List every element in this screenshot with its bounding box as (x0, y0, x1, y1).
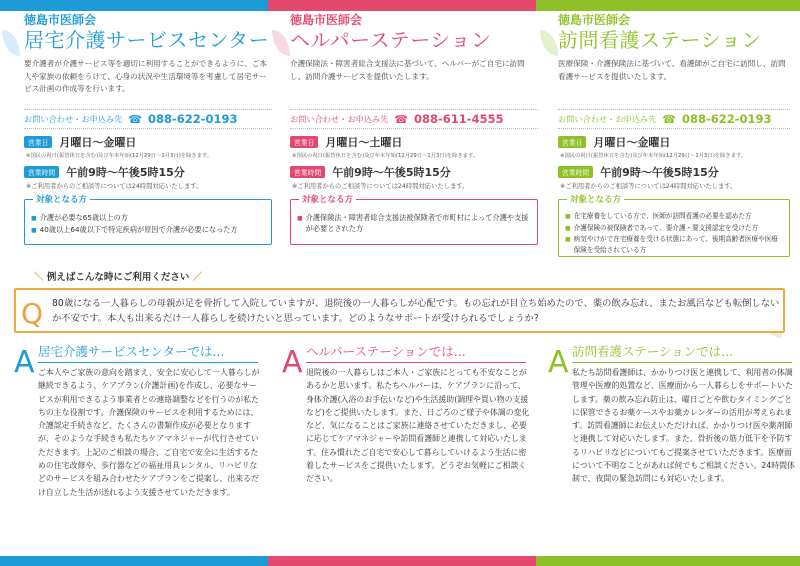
answer-title: ヘルパーステーションでは... (306, 344, 526, 363)
holiday-note: ※国民の祝日(振替休日を含む)及び年末年始(12月29日～1月3日)を除きます。 (26, 153, 213, 159)
business-hours: 午前9時～午後5時15分 (66, 166, 185, 179)
description: 医療保険・介護保険法に基づいて、看護師がご自宅に訪問し、訪問看護サービスを提供いたします。 (558, 59, 786, 81)
question-box (14, 288, 785, 333)
list-item: ■ 病気やけがで在宅療養を受ける状態にあって、後期高齢者医療や医療保険を受給されている方 (565, 235, 778, 254)
consult-note: ※ご利用者からのご相談等については24時間対応いたします。 (26, 183, 203, 190)
column-helper (290, 11, 538, 245)
business-days-badge: 営業日 (558, 136, 586, 148)
bottom-bar-blue (0, 556, 268, 566)
target-title: 対象となる方 (33, 193, 90, 205)
target-title: 対象となる方 (299, 193, 356, 205)
holiday-note: ※国民の祝日(振替休日を含む)及び年末年始(12月29日～1月3日)を除きます。 (560, 153, 747, 159)
answer-title: 訪問看護ステーションでは... (572, 344, 792, 363)
business-days: 月曜日～土曜日 (325, 136, 403, 149)
holiday-note: ※国民の祝日(振替休日を含む)及び年末年始(12月29日～1月3日)を除きます。 (292, 153, 479, 159)
phone-number[interactable]: 088-622-0193 (147, 112, 238, 126)
contact-label: お問い合わせ・お申込み先 (558, 113, 657, 124)
business-days-row (290, 134, 538, 150)
bullet-icon: ■ (297, 215, 303, 222)
phone-number[interactable]: 088-622-0193 (681, 112, 772, 126)
business-hours-badge: 営業時間 (290, 166, 325, 178)
top-bar-pink (268, 0, 536, 11)
bullet-icon: ■ (31, 215, 37, 222)
business-hours: 午前9時～午後5時15分 (332, 166, 451, 179)
business-days-badge: 営業日 (24, 136, 52, 148)
column-kyotaku (24, 11, 272, 245)
question-text: 80歳になる一人暮らしの母親が足を骨折して入院していますが、退院後の一人暮らしが心配です。もの忘れが目立ち始めたので、薬の飲み忘れ、またお風呂なども転倒しないか不安です。本人も出来るだけ一人暮らしを続けたいと思っています。どのようなサポートが受けられるでしょうか? (52, 298, 780, 324)
bottom-bar-green (536, 556, 800, 566)
list-item: ■ 40歳以上64歳以下で特定疾病が原因で介護が必要になった方 (31, 225, 238, 234)
list-item: ■ 介護保険の被保険者であって、要介護・要支援認定を受けた方 (565, 223, 783, 235)
phone-icon: ☎ (394, 112, 408, 126)
answer-text: 私たち訪問看護師は、かかりつけ医と連携して、利用者の体調管理や医療的処置など、医療面から一人暮らしをサポートいたします。薬の飲み忘れ防止は、曜日ごとや飲むタイミングごとに保管できるお薬ケースやお薬カレンダーの活用が考えられます。訪問看護師にお伝えいただければ、かかりつけ医や薬剤師と連携して対応いたします。また、骨折後の筋力低下を予防するリハビリなどについてもご提案させていただきます。医療面について不明なことがあれば何でもご相談ください。24時間体制で、夜間の緊急訪問にも対応いたします。 (572, 368, 795, 484)
business-days: 月曜日～金曜日 (59, 136, 137, 149)
answer-text: 退院後の一人暮らしはご本人・ご家族にとっても不安なことがあるかと思います。私たちヘルパーは、ケアプランに沿って、身体介護(入浴のお手伝いなど)や生活援助(調理や買い物の支援など)をご提供いたします。また、日ごろのご様子や体調の変化など、気になることはご家族に連絡させていただきまし、必要に応じてケアマネジャーや訪問看護師と連携して対応いたします。住み慣れたご自宅で安心して暮らしていけるよう生活に密着したサービスをご提供いたします。どうぞお気軽にご相談ください。 (306, 368, 530, 484)
org-name: 徳島市医師会 (24, 13, 97, 27)
answer-mark: A (548, 345, 569, 380)
business-hours-row (24, 164, 272, 180)
list-item: ■ 在宅療養をしている方で、医師が訪問看護の必要を認めた方 (565, 211, 783, 223)
description: 要介護者が介護サービス等を適切に利用することができるように、ご本人や家族の依頼をうけて、心身の状況や生活環境等を考慮して居宅サービス計画の作成等を行います。 (24, 59, 267, 93)
business-days-badge: 営業日 (290, 136, 318, 148)
target-box (24, 195, 272, 245)
org-name: 徳島市医師会 (558, 13, 631, 27)
leaf-decoration (272, 30, 290, 56)
contact-label: お問い合わせ・お申込み先 (290, 113, 389, 124)
consult-note: ※ご利用者からのご相談等については24時間対応いたします。 (560, 183, 737, 190)
answer-title: 居宅介護サービスセンターでは... (38, 344, 258, 363)
business-hours-badge: 営業時間 (558, 166, 593, 178)
phone-number[interactable]: 088-611-4555 (413, 112, 504, 126)
bullet-icon: ■ (565, 213, 571, 220)
business-days: 月曜日～金曜日 (593, 136, 671, 149)
leaf-decoration (540, 30, 558, 56)
section-title: ヘルパーステーション (290, 28, 492, 52)
contact-row (290, 109, 538, 129)
business-days-row (558, 134, 790, 150)
contact-row (558, 109, 790, 129)
description: 介護保険法・障害者総合支援法に基づいて、ヘルパーがご自宅に訪問し、訪問介護サービスを提供いたします。 (290, 59, 525, 81)
contact-label: お問い合わせ・お申込み先 (24, 113, 123, 124)
section-title: 居宅介護サービスセンター (24, 28, 270, 52)
bullet-icon: ■ (31, 227, 37, 234)
business-hours-badge: 営業時間 (24, 166, 59, 178)
section-title: 訪問看護ステーション (558, 28, 762, 52)
business-hours-row (290, 164, 538, 180)
top-bar-green (536, 0, 800, 11)
bullet-icon: ■ (565, 236, 571, 243)
top-bar-blue (0, 0, 268, 11)
answer-text: ご本人やご家族の意向を踏まえ、安全に安心して一人暮らしが継続できるよう、ケアプラン(介護計画)を作成し、必要なサービスが利用できるよう事業者との連絡調整などを行うのが私たちの主な役割です。介護保険のサービスを利用するためには、介護認定手続きなど、たくさんの書類作成が必要となりますが、そのような手続きも私たちケアマネジャーが代行させていただきます。上記のご相談の場合、ご自宅で安全に生活するための住宅改修や、歩行器などの福祉用具レンタル、リハビリなどのサービスを組み合わせたケアプランをご提案し、出来るだけ自立した生活が送れるよう支援させていただきます。 (38, 368, 260, 497)
bullet-icon: ■ (565, 224, 571, 232)
list-item: ■ 介護保険法・障害者総合支援法被保険者で市町村によって介護や支援が必要とされた方 (297, 213, 529, 233)
consult-note: ※ご利用者からのご相談等については24時間対応いたします。 (292, 183, 469, 190)
answer-mark: A (282, 345, 303, 380)
example-label: ＼ 例えばこんな時にご利用ください ／ (34, 272, 203, 283)
question-mark: Q (21, 297, 44, 330)
bottom-bar-pink (268, 556, 536, 566)
target-box (290, 195, 538, 245)
list-item: ■ 介護が必要な65歳以上の方 (31, 213, 128, 222)
business-hours: 午前9時～午後5時15分 (600, 166, 719, 179)
contact-row (24, 109, 272, 129)
phone-icon: ☎ (662, 112, 676, 126)
target-box (558, 195, 790, 257)
answer-mark: A (14, 345, 35, 380)
org-name: 徳島市医師会 (290, 13, 363, 27)
target-title: 対象となる方 (567, 193, 624, 205)
business-hours-row (558, 164, 790, 180)
phone-icon: ☎ (128, 112, 142, 126)
leaf-decoration (2, 30, 20, 56)
column-houmon-kango (558, 11, 790, 257)
business-days-row (24, 134, 272, 150)
